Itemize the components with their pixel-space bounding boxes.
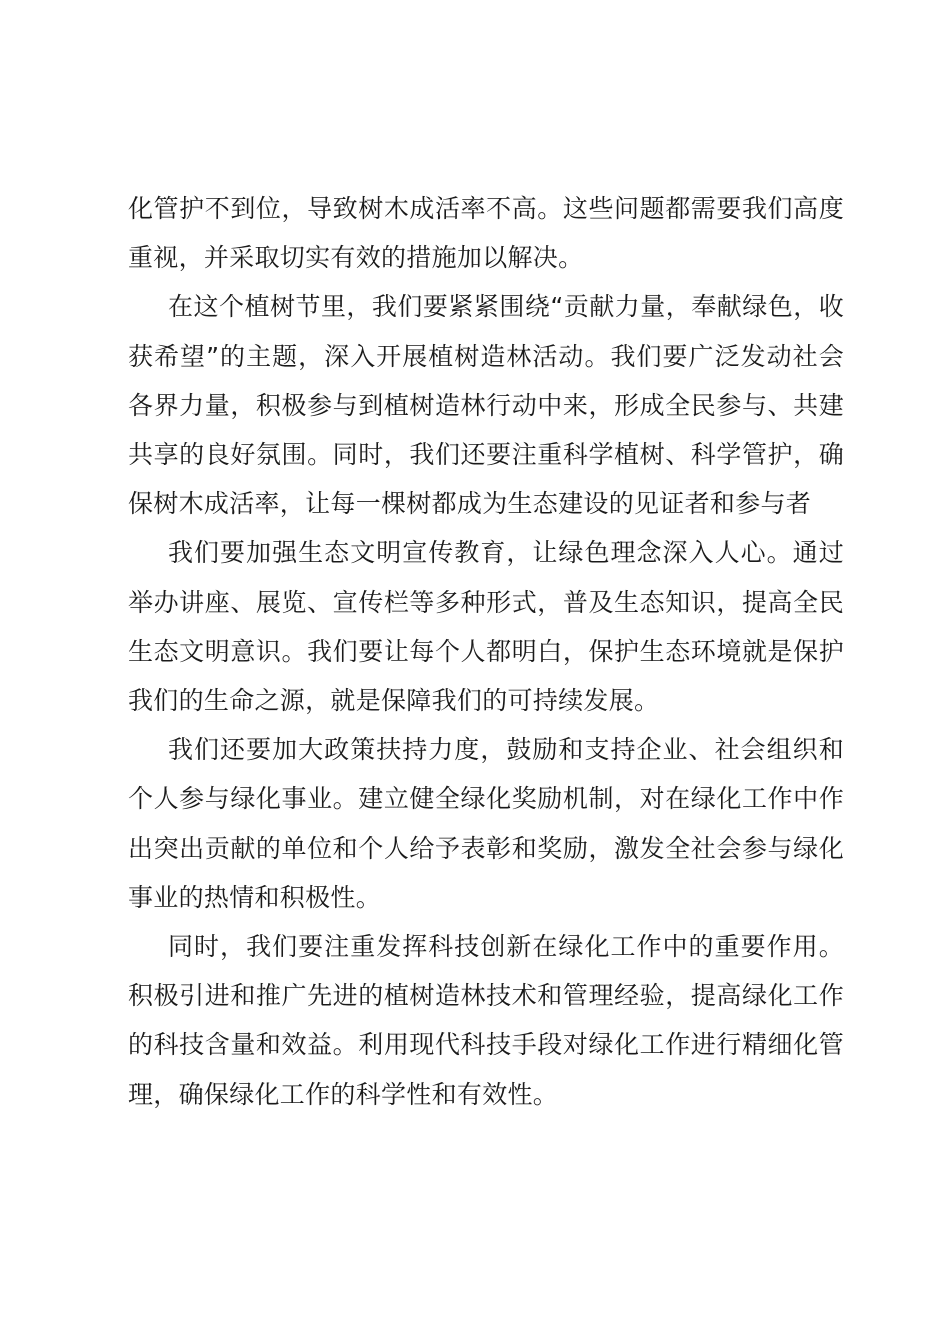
document-body <box>128 184 844 1119</box>
paragraph-1: 化管护不到位，导致树木成活率不高。这些问题都需要我们高度重视，并采取切实有效的措施加以解决。 <box>128 194 844 273</box>
paragraph-4: 我们还要加大政策扶持力度，鼓励和支持企业、社会组织和个人参与绿化事业。建立健全绿化奖励机制，对在绿化工作中作出突出贡献的单位和个人给予表彰和奖励，激发全社会参与绿化事业的热情和积极性。 <box>128 735 844 912</box>
paragraph-3: 我们要加强生态文明宣传教育，让绿色理念深入人心。通过举办讲座、展览、宣传栏等多种形式，普及生态知识，提高全民生态文明意识。我们要让每个人都明白，保护生态环境就是保护我们的生命之源，就是保障我们的可持续发展。 <box>128 538 844 716</box>
paragraph-5: 同时，我们要注重发挥科技创新在绿化工作中的重要作用。积极引进和推广先进的植树造林技术和管理经验，提高绿化工作的科技含量和效益。利用现代科技手段对绿化工作进行精细化管理，确保绿化工作的科学性和有效性。 <box>128 932 844 1109</box>
paragraph-2: 在这个植树节里，我们要紧紧围绕“贡献力量，奉献绿色，收获希望”的主题，深入开展植树造林活动。我们要广泛发动社会各界力量，积极参与到植树造林行动中来，形成全民参与、共建共享的良好氛围。同时，我们还要注重科学植树、科学管护，确保树木成活率，让每一棵树都成为生态建设的见证者和参与者 <box>128 292 844 519</box>
